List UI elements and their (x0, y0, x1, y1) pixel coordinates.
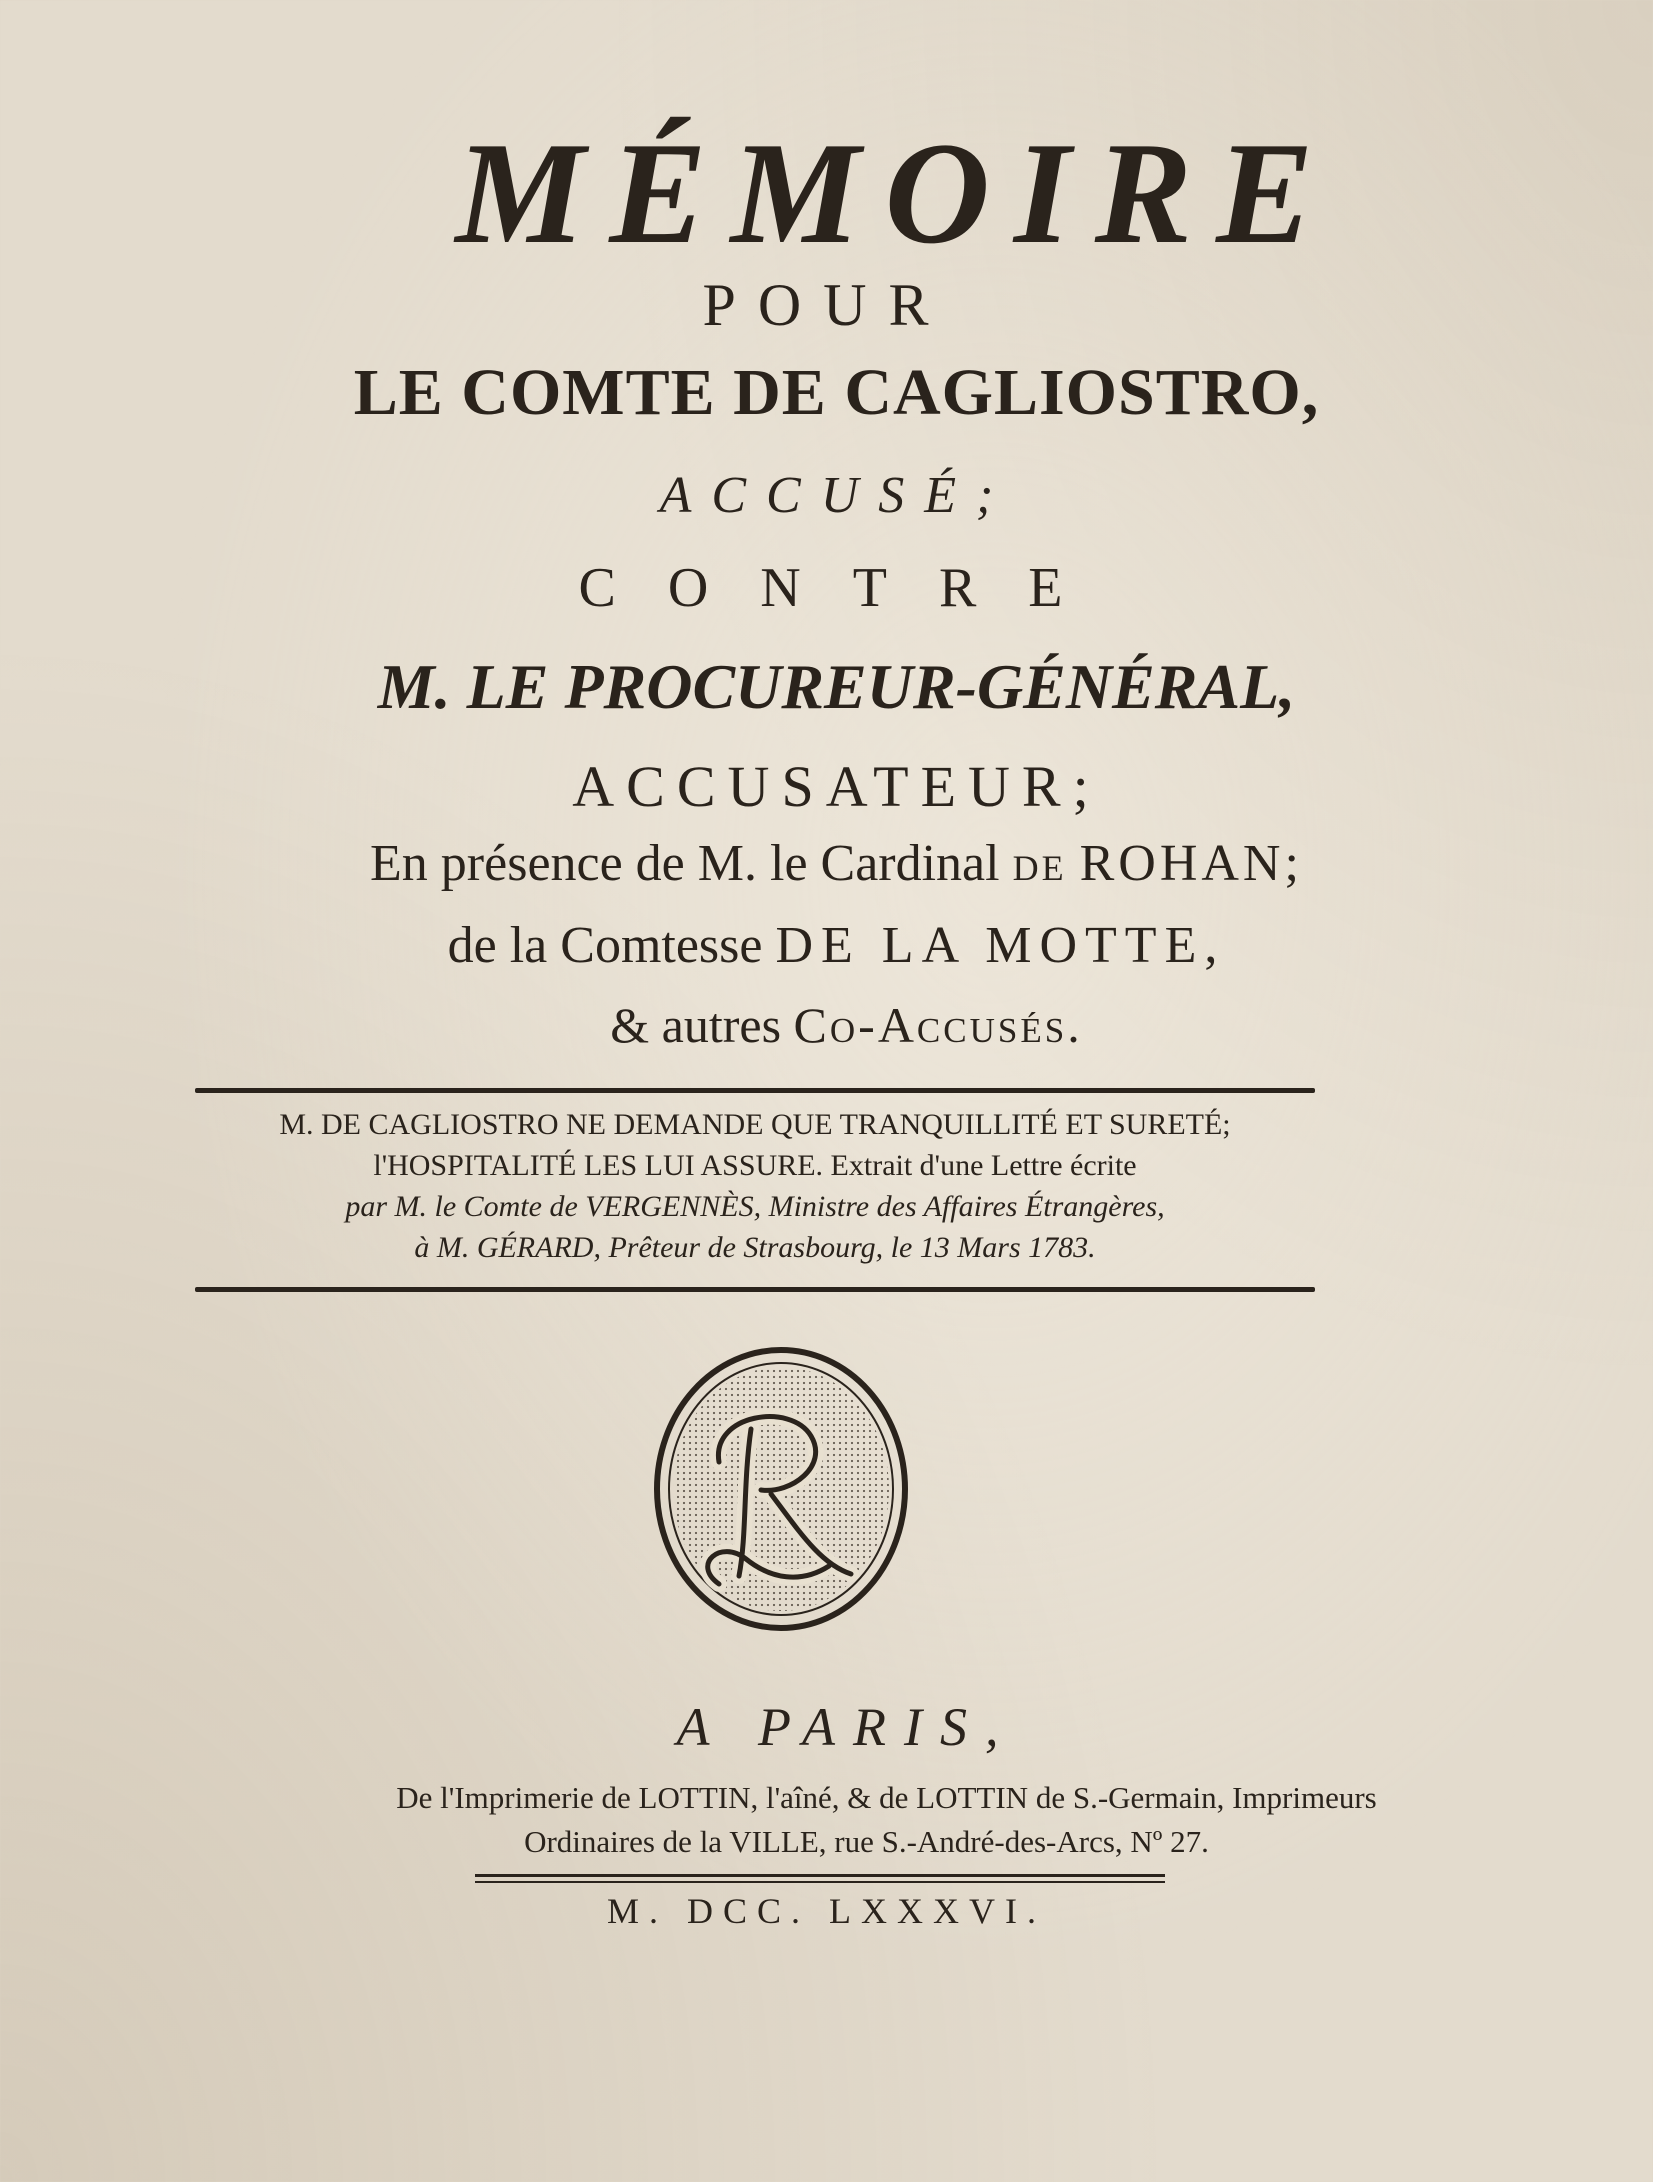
imprint-line-1: De l'Imprimerie de LOTTIN, l'aîné, & de LOTTIN de S.-Germain, Imprimeurs (396, 1780, 1377, 1815)
epigraph-line-1: M. DE CAGLIOSTRO NE DEMANDE QUE TRANQUILLITÉ ET SURETÉ; (279, 1108, 1231, 1141)
presence-line (0, 835, 1653, 892)
coaccuses-line (0, 997, 1653, 1053)
presence-name: ROHAN; (1079, 835, 1303, 892)
coaccuses-prefix: & autres (610, 997, 782, 1053)
comtesse-name: DE LA MOTTE, (775, 917, 1226, 974)
opponent-line: M. LE PROCUREUR-GÉNÉRAL, (377, 651, 1296, 722)
coaccuses-name: Co-Accusés. (793, 997, 1083, 1053)
accuse-line: ACCUSÉ; (659, 467, 1014, 524)
presence-de: de (1012, 835, 1067, 892)
imprint-city: A PARIS, (676, 1697, 1017, 1757)
subject-line: LE COMTE DE CAGLIOSTRO, (353, 356, 1320, 429)
epigraph-bottom-rule (195, 1287, 1315, 1292)
publication-date: M. DCC. LXXXVI. (606, 1891, 1046, 1931)
date-rule-thick (475, 1874, 1165, 1877)
presence-prefix: En présence de M. le Cardinal (370, 835, 1000, 892)
epigraph (200, 1104, 1310, 1268)
date-rule-thin (475, 1881, 1165, 1883)
comtesse-line (0, 917, 1653, 974)
page-title: MÉMOIRE (455, 112, 1338, 274)
comtesse-prefix: de la Comtesse (447, 917, 763, 974)
imprint-line-2: Ordinaires de la VILLE, rue S.-André-des-Arcs, Nº 27. (524, 1824, 1209, 1859)
epigraph-line-4: à M. GÉRARD, Prêteur de Strasbourg, le 13 Mars 1783. (414, 1231, 1096, 1264)
contre-line: CONTRE (578, 557, 1115, 619)
epigraph-line-2: l'HOSPITALITÉ LES LUI ASSURE. Extrait d'une Lettre écrite (373, 1149, 1137, 1182)
epigraph-line-3: par M. le Comte de VERGENNÈS, Ministre des Affaires Étrangères, (345, 1190, 1165, 1223)
pour-line: POUR (702, 272, 951, 338)
epigraph-top-rule (195, 1088, 1315, 1093)
accusateur-line: ACCUSATEUR; (572, 754, 1101, 819)
monogram-seal-icon (651, 1344, 911, 1634)
